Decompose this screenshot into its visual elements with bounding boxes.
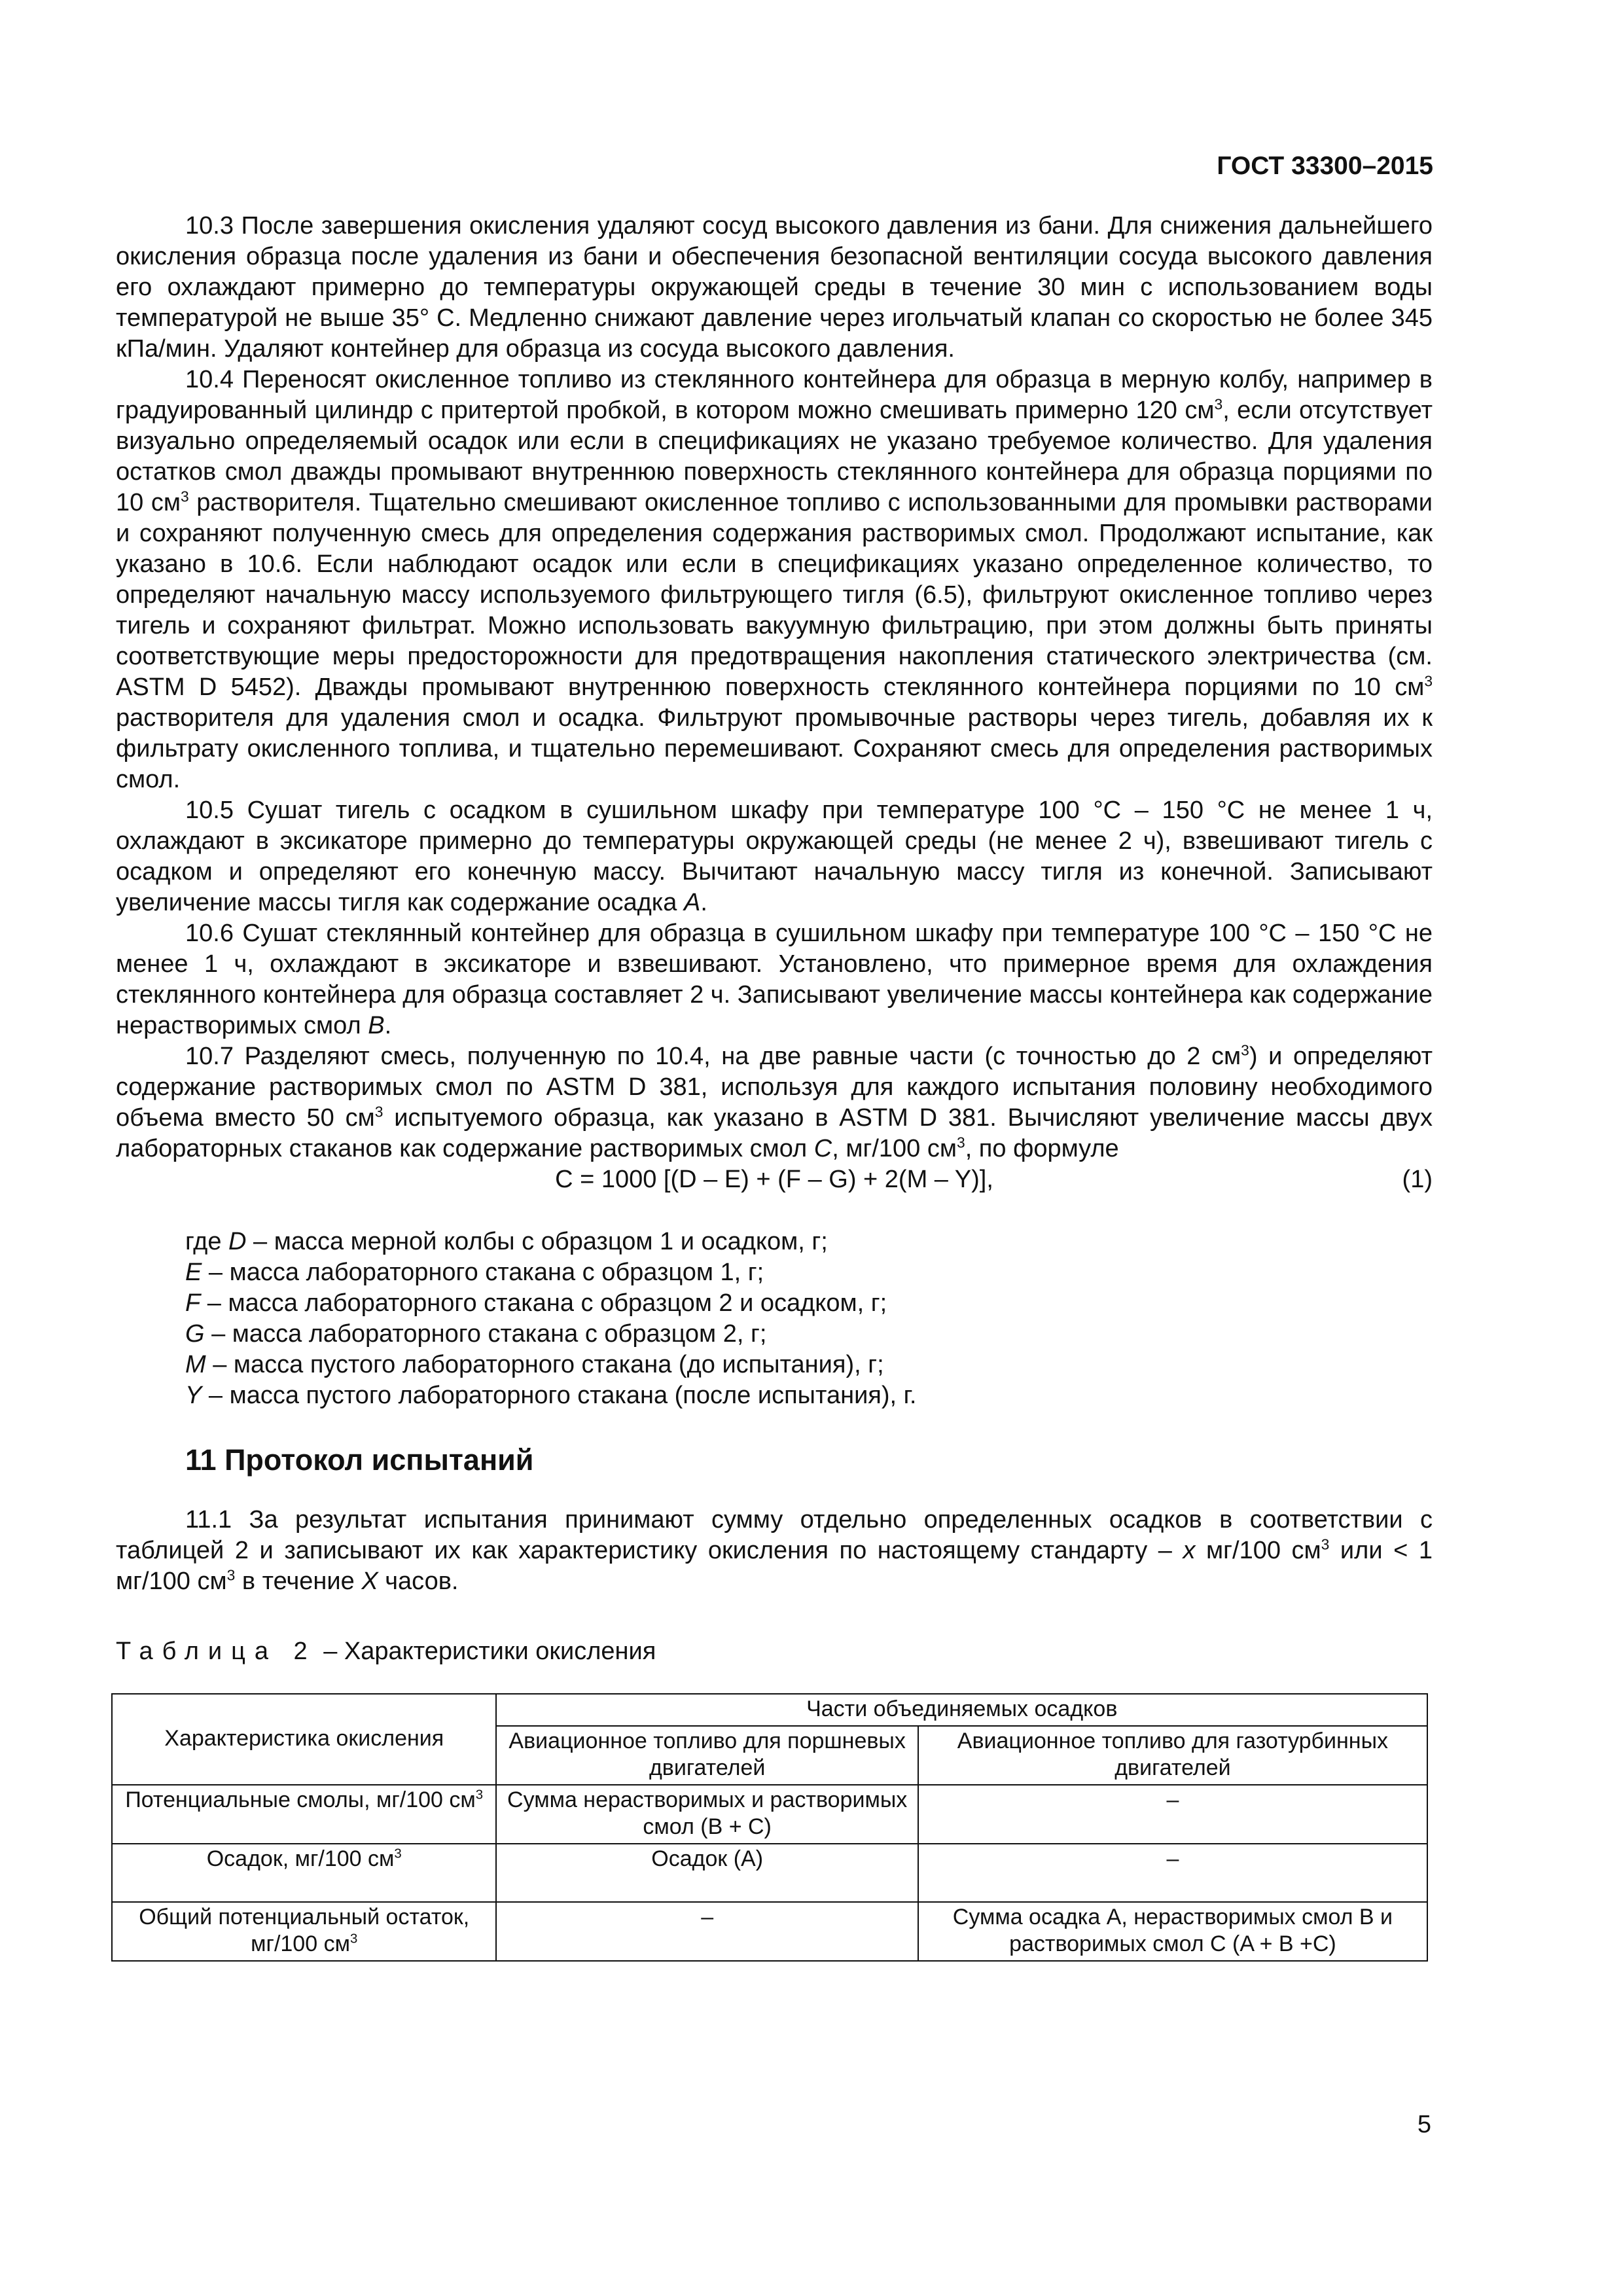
table-row [112, 1902, 1427, 1961]
header-turbine: Авиационное топливо для газотурбинных двигателей [918, 1726, 1427, 1785]
paragraph-10-3: 10.3 После завершения окисления удаляют сосуд высокого давления из бани. Для снижения дальнейшего окисления образца после удаления из бани и обеспечения безопасной вентиляции сосуда высокого давления его охлаждают примерно до температуры окружающей среды в течение 30 мин с использованием воды температурой не выше 35° С. Медленно снижают давление через игольчатый клапан со скоростью не более 345 кПа/мин. Удаляют контейнер для образца из сосуда высокого давления. [116, 212, 1433, 363]
header-parts: Части объединяемых осадков [496, 1694, 1427, 1726]
paragraph-10-6: 10.6 Сушат стеклянный контейнер для образца в сушильном шкафу при температуре 100 °С – 150 °С не менее 1 ч, охлаждают в эксикаторе и взвешивают. Установлено, что примерное время для охлаждения стеклянного контейнера для образца составляет 2 ч. Записывают увеличение массы контейнера как содержание нерастворимых смол B. [116, 920, 1433, 1039]
cell-name: Осадок, мг/100 $см^3$ [112, 1844, 496, 1902]
formula-1 [116, 1164, 1433, 1195]
paragraph-11-1: 11.1 За результат испытания принимают сумму отдельно определенных осадков в соответствии с таблицей 2 и записывают их как характеристику окисления по настоящему стандарту – х мг/100 $см^3$ или < 1 мг/100 $см^3$ в течение X часов. [116, 1506, 1433, 1595]
cell-turbine: Сумма осадка A, нерастворимых смол B и растворимых смол C (A + B +C) [918, 1902, 1427, 1961]
standard-number: ГОСТ 33300–2015 [1217, 152, 1433, 180]
table-caption-text: – Характеристики окисления [316, 1638, 656, 1665]
table-row [112, 1785, 1427, 1844]
cell-turbine: – [918, 1844, 1427, 1902]
formula-text: С = 1000 [(D – E) + (F – G) + 2(M – Y)], [555, 1166, 993, 1193]
cell-piston: Осадок (A) [496, 1844, 918, 1902]
table-caption-label: Таблица 2 [116, 1638, 317, 1665]
cell-piston: Сумма нерастворимых и растворимых смол (B + C) [496, 1785, 918, 1844]
cell-name: Потенциальные смолы, мг/100 $см^3$ [112, 1785, 496, 1844]
legend-item-e: E – масса лабораторного стакана с образцом 1, г; [185, 1259, 764, 1286]
legend-item-f: F – масса лабораторного стакана с образцом 2 и осадком, г; [185, 1289, 887, 1317]
legend-item-g: G – масса лабораторного стакана с образцом 2, г; [185, 1320, 767, 1348]
table-caption [116, 1636, 1433, 1667]
formula-legend [116, 1227, 1433, 1411]
cell-piston: – [496, 1902, 918, 1961]
cell-name: Общий потенциальный остаток, мг/100 $см^3$ [112, 1902, 496, 1961]
document-body [116, 211, 1433, 1962]
paragraph-10-4: 10.4 Переносят окисленное топливо из стеклянного контейнера для образца в мерную колбу, например в градуированный цилиндр с притертой пробкой, в котором можно смешивать примерно 120 $см^3$, если отсутствует визуально определяемый осадок или если в спецификациях не указано требуемое количество. Для удаления остатков смол дважды промывают внутреннюю поверхность стеклянного контейнера для образца порциями по 10 $см^3$ растворителя. Тщательно смешивают окисленное топливо с использованными для промывки растворами и сохраняют полученную смесь для определения содержания растворимых смол. Продолжают испытание, как указано в 10.6. Если наблюдают осадок или если в спецификациях указано определенное количество, то определяют начальную массу используемого фильтрующего тигля (6.5), фильтруют окисленное топливо через тигель и сохраняют фильтрат. Можно использовать вакуумную фильтрацию, при этом должны быть приняты соответствующие меры предосторожности для предотвращения накопления статического электричества (см. ASTM D 5452). Дважды промывают внутреннюю поверхность стеклянного контейнера порциями по 10 $см^3$ растворителя для удаления смол и осадка. Фильтруют промывочные растворы через тигель, добавляя их к фильтрату окисленного топлива, и тщательно перемешивают. Сохраняют смесь для определения растворимых смол. [116, 366, 1433, 793]
table-header-row [112, 1694, 1427, 1726]
section-11-heading: 11 Протокол испытаний [185, 1443, 534, 1477]
legend-item-y: Y – масса пустого лабораторного стакана (после испытания), г. [185, 1382, 917, 1409]
header-piston: Авиационное топливо для поршневых двигателей [496, 1726, 918, 1785]
cell-turbine: – [918, 1785, 1427, 1844]
paragraph-10-7: 10.7 Разделяют смесь, полученную по 10.4, на две равные части (с точностью до 2 $см^3$) и определяют содержание растворимых смол по ASTM D 381, используя для каждого испытания половину необходимого объема вместо 50 $см^3$ испытуемого образца, как указано в ASTM D 381. Вычисляют увеличение массы двух лабораторных стаканов как содержание растворимых смол С, мг/100 $см^3$, по формуле [116, 1041, 1433, 1162]
paragraph-10-5: 10.5 Сушат тигель с осадком в сушильном шкафу при температуре 100 °С – 150 °С не менее 1 ч, охлаждают в эксикаторе примерно до температуры окружающей среды (не менее 2 ч), взвешивают тигель с осадком и определяют его конечную массу. Вычитают начальную массу тигля из конечной. Записывают увеличение массы тигля как содержание осадка A. [116, 797, 1433, 916]
formula-number: (1) [1402, 1166, 1433, 1193]
table-row [112, 1844, 1427, 1902]
header-characteristic: Характеристика окисления [112, 1694, 496, 1785]
page-number: 5 [1417, 2111, 1431, 2138]
legend-item-m: M – масса пустого лабораторного стакана (до испытания), г; [185, 1351, 884, 1378]
oxidation-table [111, 1693, 1428, 1962]
legend-item-d: где D – масса мерной колбы с образцом 1 и осадком, г; [185, 1228, 828, 1255]
